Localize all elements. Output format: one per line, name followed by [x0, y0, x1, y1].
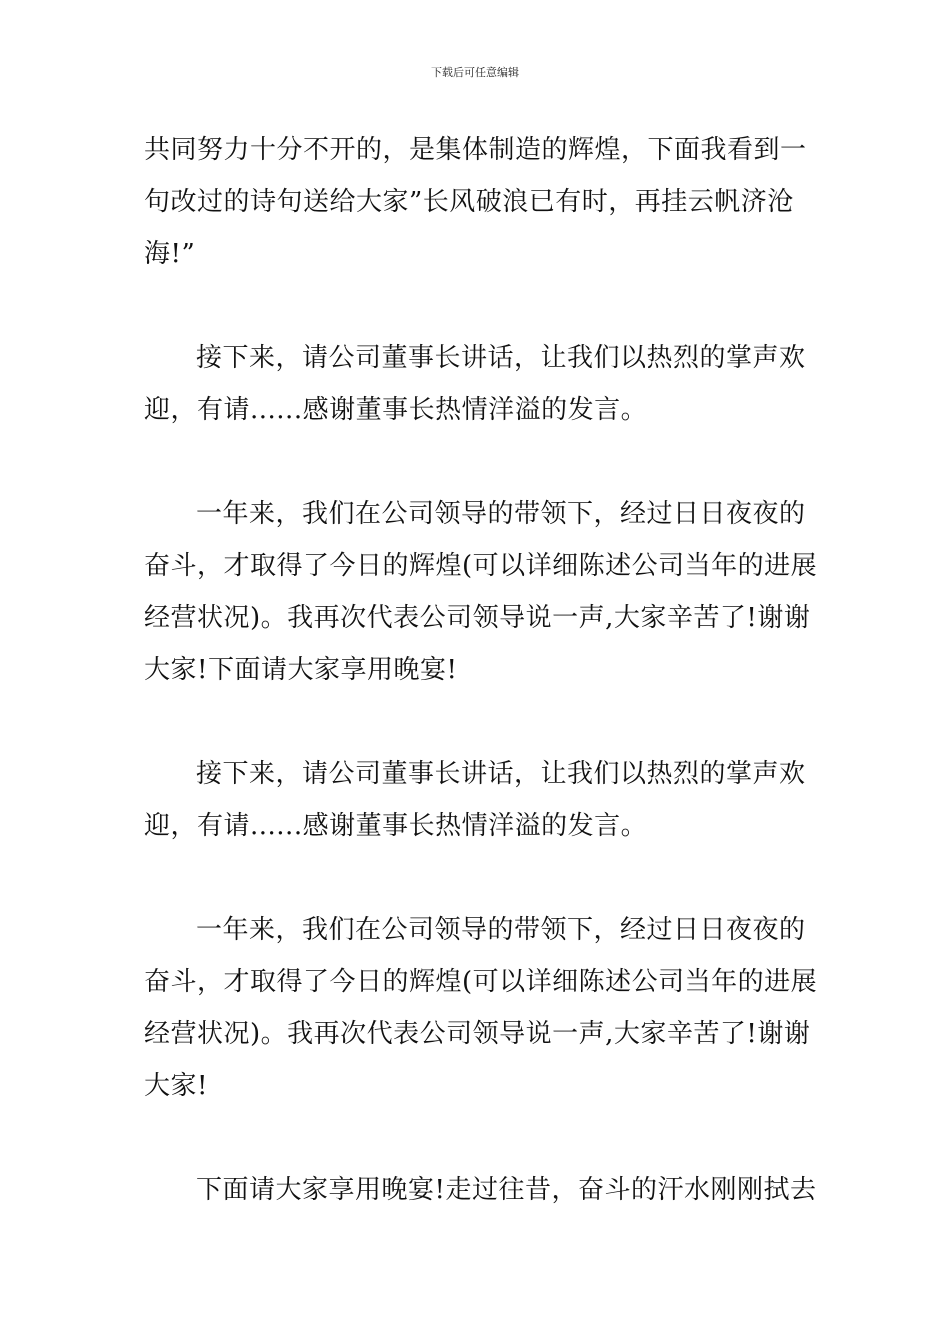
paragraph-5 [144, 904, 818, 1112]
paragraph-gap [144, 436, 809, 488]
paragraph-gap [144, 696, 809, 748]
text-line: 海!” [144, 239, 196, 269]
paragraph-1 [144, 124, 809, 280]
paragraph-6 [144, 1164, 817, 1216]
text-line: 接下来，请公司董事长讲话，让我们以热烈的掌声欢 [196, 343, 806, 373]
text-line: 大家! [144, 1071, 208, 1101]
text-line: 共同努力十分不开的，是集体制造的辉煌，下面我看到一 [144, 135, 807, 165]
paragraph-4 [144, 748, 809, 852]
paragraph-2 [144, 332, 809, 436]
text-line: 接下来，请公司董事长讲话，让我们以热烈的掌声欢 [196, 759, 806, 789]
page-header-note: 下载后可任意编辑 [431, 66, 519, 79]
paragraph-gap [144, 1112, 809, 1164]
text-line: 一年来，我们在公司领导的带领下，经过日日夜夜的 [196, 915, 806, 945]
text-line: 句改过的诗句送给大家”长风破浪已有时，再挂云帆济沧 [144, 187, 794, 217]
text-line: 大家!下面请大家享用晚宴! [144, 655, 458, 685]
paragraph-gap [144, 280, 809, 332]
text-line: 迎，有请......感谢董事长热情洋溢的发言。 [144, 811, 648, 841]
text-line: 迎，有请......感谢董事长热情洋溢的发言。 [144, 395, 648, 425]
paragraph-gap [144, 852, 809, 904]
text-line: 经营状况)。我再次代表公司领导说一声,大家辛苦了!谢谢 [144, 1019, 811, 1049]
document-body [144, 124, 818, 1216]
paragraph-3 [144, 488, 818, 696]
text-line: 经营状况)。我再次代表公司领导说一声,大家辛苦了!谢谢 [144, 603, 811, 633]
text-line: 奋斗，才取得了今日的辉煌(可以详细陈述公司当年的进展 [144, 551, 818, 581]
text-line: 下面请大家享用晚宴!走过往昔，奋斗的汗水刚刚拭去 [196, 1175, 817, 1205]
text-line: 一年来，我们在公司领导的带领下，经过日日夜夜的 [196, 499, 806, 529]
text-line: 奋斗，才取得了今日的辉煌(可以详细陈述公司当年的进展 [144, 967, 818, 997]
